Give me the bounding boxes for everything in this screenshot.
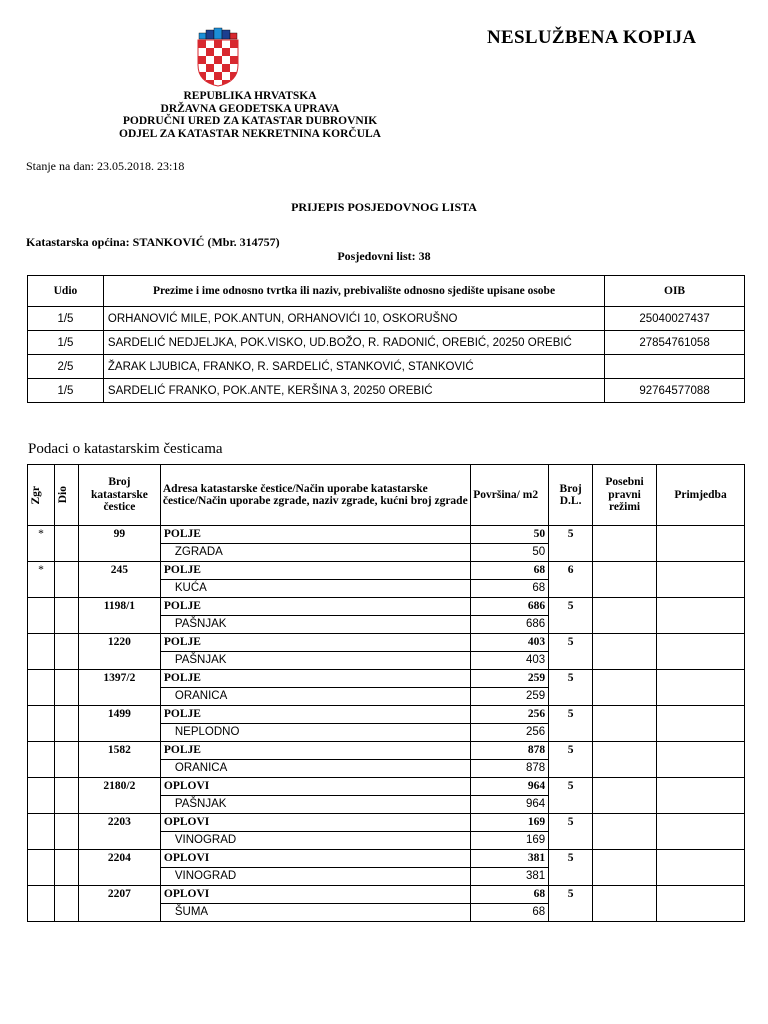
owner-row <box>28 331 745 355</box>
parcel-note <box>657 850 745 886</box>
owner-name: SARDELIĆ FRANKO, POK.ANTE, KERŠINA 3, 20250 OREBIĆ <box>103 379 604 403</box>
parcel-dl-number: 5 <box>549 634 593 670</box>
area-header: Površina/ m2 <box>471 465 549 526</box>
parcel-address: POLJE <box>160 634 470 652</box>
note-header: Primjedba <box>657 465 745 526</box>
parcel-number: 1198/1 <box>78 598 160 634</box>
owner-row <box>28 355 745 379</box>
parcel-number: 2204 <box>78 850 160 886</box>
parcel-building-flag <box>28 886 55 922</box>
share-header: Udio <box>28 276 104 307</box>
parcel-row <box>28 850 745 868</box>
parcel-number: 245 <box>78 562 160 598</box>
dio-header-label: Dio <box>56 486 69 504</box>
parcel-address: OPLOVI <box>160 778 470 796</box>
parcel-special-regimes <box>593 598 657 634</box>
parcel-dl-number: 5 <box>549 886 593 922</box>
owner-oib <box>605 355 745 379</box>
parcels-header-row <box>28 465 745 526</box>
parcel-area: 964 <box>471 778 549 796</box>
owner-share: 2/5 <box>28 355 104 379</box>
municipality-value: STANKOVIĆ (Mbr. 314757) <box>132 235 280 249</box>
parcel-number: 2180/2 <box>78 778 160 814</box>
parcel-special-regimes <box>593 742 657 778</box>
parcel-building-flag <box>28 850 55 886</box>
state-date: Stanje na dan: 23.05.2018. 23:18 <box>26 159 185 173</box>
parcel-number: 1220 <box>78 634 160 670</box>
parcel-special-regimes <box>593 634 657 670</box>
parcel-area: 50 <box>471 526 549 544</box>
owner-share: 1/5 <box>28 331 104 355</box>
parcel-use-area: 50 <box>471 544 549 562</box>
parcel-dl-number: 5 <box>549 850 593 886</box>
parcel-number: 99 <box>78 526 160 562</box>
parcel-building-flag: * <box>28 526 55 562</box>
parcel-note <box>657 670 745 706</box>
parcel-special-regimes <box>593 706 657 742</box>
parcels-table <box>27 464 745 922</box>
institution-line-3: PODRUČNI URED ZA KATASTAR DUBROVNIK <box>122 115 378 127</box>
parcel-row <box>28 526 745 544</box>
parcel-note <box>657 562 745 598</box>
parcel-number-header: Broj katastarske čestice <box>78 465 160 526</box>
parcel-use-area: 381 <box>471 868 549 886</box>
institution-line-2: DRŽAVNA GEODETSKA UPRAVA <box>160 102 340 115</box>
owner-row <box>28 307 745 331</box>
owner-name: ORHANOVIĆ MILE, POK.ANTUN, ORHANOVIĆI 10, OSKORUŠNO <box>103 307 604 331</box>
parcel-note <box>657 706 745 742</box>
parcel-use-type: PAŠNJAK <box>160 796 470 814</box>
parcel-number: 2207 <box>78 886 160 922</box>
parcel-dl-number: 5 <box>549 742 593 778</box>
special-regimes-header: Posebni pravni režimi <box>593 465 657 526</box>
parcel-use-area: 256 <box>471 724 549 742</box>
croatian-coat-of-arms-icon <box>196 27 240 87</box>
parcel-building-flag: * <box>28 562 55 598</box>
parcel-use-type: PAŠNJAK <box>160 652 470 670</box>
parcel-note <box>657 886 745 922</box>
zgr-header-label: Zgr <box>30 485 42 505</box>
parcel-use-type: KUĆA <box>160 580 470 598</box>
owners-header-row <box>28 276 745 307</box>
parcel-note <box>657 778 745 814</box>
parcel-building-flag <box>28 814 55 850</box>
parcel-use-type: ORANICA <box>160 688 470 706</box>
parcel-use-type: VINOGRAD <box>160 832 470 850</box>
owner-oib: 92764577088 <box>605 379 745 403</box>
parcel-address: POLJE <box>160 706 470 724</box>
parcel-note <box>657 814 745 850</box>
parcel-number: 1499 <box>78 706 160 742</box>
parcel-row <box>28 742 745 760</box>
oib-header: OIB <box>605 276 745 307</box>
parcel-use-type: NEPLODNO <box>160 724 470 742</box>
parcel-use-type: ZGRADA <box>160 544 470 562</box>
cadastral-municipality <box>26 235 280 250</box>
parcel-use-type: ŠUMA <box>160 904 470 922</box>
parcel-row <box>28 778 745 796</box>
parcel-building-flag <box>28 706 55 742</box>
parcel-address: POLJE <box>160 670 470 688</box>
parcel-dl-number: 6 <box>549 562 593 598</box>
parcel-address: OPLOVI <box>160 886 470 904</box>
parcel-note <box>657 598 745 634</box>
parcel-use-area: 964 <box>471 796 549 814</box>
parcel-building-flag <box>28 778 55 814</box>
parcel-special-regimes <box>593 814 657 850</box>
parcel-area: 68 <box>471 562 549 580</box>
address-header: Adresa katastarske čestice/Način uporabe katastarske čestice/Način uporabe zgrade, naziv zgrade, kućni broj zgrade <box>160 465 470 526</box>
parcel-note <box>657 634 745 670</box>
parcel-dl-number: 5 <box>549 778 593 814</box>
document-title: PRIJEPIS POSJEDOVNOG LISTA <box>291 200 477 214</box>
owner-share: 1/5 <box>28 379 104 403</box>
holding-list-number: Posjedovni list: 38 <box>337 249 431 263</box>
parcel-address: OPLOVI <box>160 850 470 868</box>
parcel-use-area: 878 <box>471 760 549 778</box>
parcel-part <box>54 562 78 598</box>
owner-oib: 27854761058 <box>605 331 745 355</box>
parcel-dl-number: 5 <box>549 598 593 634</box>
parcel-part <box>54 634 78 670</box>
parcel-special-regimes <box>593 886 657 922</box>
parcel-part <box>54 706 78 742</box>
parcel-row <box>28 598 745 616</box>
parcel-special-regimes <box>593 670 657 706</box>
parcel-row <box>28 814 745 832</box>
parcel-part <box>54 526 78 562</box>
owner-name-header: Prezime i ime odnosno tvrtka ili naziv, prebivalište odnosno sjedište upisane osobe <box>103 276 604 307</box>
parcel-row <box>28 670 745 688</box>
parcel-part <box>54 670 78 706</box>
parcel-use-area: 403 <box>471 652 549 670</box>
parcel-note <box>657 742 745 778</box>
zgr-header <box>28 465 55 526</box>
parcel-building-flag <box>28 670 55 706</box>
parcel-dl-number: 5 <box>549 526 593 562</box>
parcel-use-area: 68 <box>471 904 549 922</box>
parcel-area: 169 <box>471 814 549 832</box>
parcel-area: 381 <box>471 850 549 868</box>
parcel-part <box>54 598 78 634</box>
parcel-part <box>54 742 78 778</box>
parcel-building-flag <box>28 634 55 670</box>
parcel-row <box>28 706 745 724</box>
parcel-building-flag <box>28 598 55 634</box>
owner-row <box>28 379 745 403</box>
owner-share: 1/5 <box>28 307 104 331</box>
parcel-row <box>28 562 745 580</box>
parcel-address: POLJE <box>160 562 470 580</box>
parcel-row <box>28 634 745 652</box>
parcel-special-regimes <box>593 778 657 814</box>
parcel-address: POLJE <box>160 598 470 616</box>
parcel-part <box>54 850 78 886</box>
parcel-address: OPLOVI <box>160 814 470 832</box>
owner-name: ŽARAK LJUBICA, FRANKO, R. SARDELIĆ, STANKOVIĆ, STANKOVIĆ <box>103 355 604 379</box>
owner-name: SARDELIĆ NEDJELJKA, POK.VISKO, UD.BOŽO, R. RADONIĆ, OREBIĆ, 20250 OREBIĆ <box>103 331 604 355</box>
parcel-dl-number: 5 <box>549 670 593 706</box>
parcel-area: 259 <box>471 670 549 688</box>
parcel-number: 1397/2 <box>78 670 160 706</box>
parcel-dl-number: 5 <box>549 814 593 850</box>
parcel-use-area: 169 <box>471 832 549 850</box>
parcel-use-area: 68 <box>471 580 549 598</box>
parcel-use-area: 259 <box>471 688 549 706</box>
parcel-dl-number: 5 <box>549 706 593 742</box>
dio-header <box>54 465 78 526</box>
parcel-address: POLJE <box>160 742 470 760</box>
parcels-section-title: Podaci o katastarskim česticama <box>28 441 223 457</box>
parcel-part <box>54 886 78 922</box>
parcel-number: 1582 <box>78 742 160 778</box>
owner-oib: 25040027437 <box>605 307 745 331</box>
parcel-special-regimes <box>593 562 657 598</box>
parcel-special-regimes <box>593 526 657 562</box>
parcel-use-type: VINOGRAD <box>160 868 470 886</box>
parcel-area: 403 <box>471 634 549 652</box>
owners-table <box>27 275 745 403</box>
parcel-building-flag <box>28 742 55 778</box>
parcel-area: 256 <box>471 706 549 724</box>
parcel-use-type: ORANICA <box>160 760 470 778</box>
institution-line-4: ODJEL ZA KATASTAR NEKRETNINA KORČULA <box>119 127 381 140</box>
parcel-note <box>657 526 745 562</box>
dl-header: Broj D.L. <box>549 465 593 526</box>
parcel-part <box>54 778 78 814</box>
parcel-row <box>28 886 745 904</box>
parcel-special-regimes <box>593 850 657 886</box>
parcel-use-type: PAŠNJAK <box>160 616 470 634</box>
parcel-area: 68 <box>471 886 549 904</box>
parcel-part <box>54 814 78 850</box>
parcel-number: 2203 <box>78 814 160 850</box>
municipality-label: Katastarska općina: <box>26 235 130 249</box>
parcel-use-area: 686 <box>471 616 549 634</box>
parcel-area: 686 <box>471 598 549 616</box>
parcel-area: 878 <box>471 742 549 760</box>
parcel-address: POLJE <box>160 526 470 544</box>
institution-line-1: REPUBLIKA HRVATSKA <box>183 90 317 102</box>
unofficial-copy-heading: NESLUŽBENA KOPIJA <box>487 27 697 48</box>
